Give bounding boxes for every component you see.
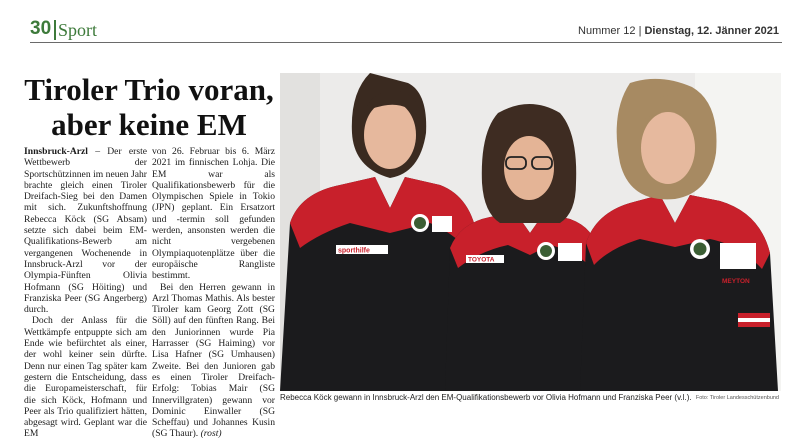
issue-info	[578, 24, 779, 38]
article-photo	[280, 73, 781, 391]
photo-illustration	[280, 73, 781, 391]
photo-caption: Rebecca Köck gewann in Innsbruck-Arzl den EM-Qualifikationsbewerb vor Olivia Hofmann und Franziska Peer (v.l.).	[280, 393, 692, 402]
article-paragraph: von 26. Februar bis 6. März 2021 im finnischen Lohja. Die EM war als Qualifikationsbewerb für die Olympischen Spiele in Tokio (JPN) geplant. Ein Ersatzort und -termin soll gefunden werden, ansonsten werden die nicht vergebenen Olympiaquotenplätze über die europäische Rangliste bestimmt.	[152, 146, 275, 282]
author-tag: (rost)	[200, 428, 222, 440]
dateline: Innsbruck-Arzl	[24, 146, 88, 157]
sponsor-badge: MEYTON	[722, 278, 750, 285]
page-header	[0, 0, 803, 46]
issue-date: Dienstag, 12. Jänner 2021	[644, 25, 779, 37]
article-column-2	[152, 146, 275, 440]
section-title: Sport	[58, 20, 98, 40]
headline-line-1: Tiroler Trio voran,	[24, 72, 274, 107]
jacket-text-mid: TOYOTA	[468, 256, 495, 264]
article-headline	[24, 72, 274, 142]
jacket-text-left: sporthilfe	[338, 247, 370, 255]
issue-separator: |	[638, 25, 645, 37]
page-number: 30	[30, 18, 52, 39]
paragraph-text: Bei den Herren gewann in Arzl Thomas Mathis. Als bester Tiroler kam Georg Zott (SG Söll) auf den fünften Rang. Bei den Juniorinnen wurde Pia Harrasser (SG Haiming) vor Lisa Hafner (SG Umhausen) Zweite. Bei den Junioren gab es einen Tiroler Dreifach-Erfolg: Tobias Mair (SG Innervillgraten) gewann vor Dominic Einwaller (SG Scheffau) und Johannes Kusin (SG Thaur).	[152, 281, 275, 440]
issue-number: Nummer 12	[578, 25, 636, 37]
photo-credit: Foto: Tiroler Landesschützenbund	[695, 395, 779, 401]
article-paragraph: Doch der Anlass für die Wettkämpfe entpuppte sich am Ende wie befürchtet als einer, der wohl keiner sein dürfte. Denn nur einen Tag später kam gestern die Entscheidung, dass die Europameisterschaft, für die sich Köck, Hofmann und Peer als Trio qualifiziert hätten, abgesagt wird. Geplant war die EM	[24, 315, 147, 440]
paragraph-text: – Der erste Wettbewerb der Sportschützinnen im neuen Jahr brachte gleich einen Tiroler Dreifach-Sieg bei den Damen mit sich. Zukunftshoffnung Rebecca Köck (SG Absam) setzte sich dabei beim EM-Qualifikations-Bewerb am vergangenen Wochenende in Innsbruck-Arzl vor der Olympia-Fünften Olivia Hofmann (SG Höiting) und Franziska Peer (SG Angerberg) durch.	[24, 146, 147, 316]
headline-line-2: aber keine EM	[51, 107, 247, 142]
article-paragraph	[24, 146, 147, 315]
article-column-1	[24, 146, 147, 440]
header-rule	[30, 42, 782, 43]
article-paragraph	[152, 282, 275, 440]
section-divider	[54, 20, 56, 40]
